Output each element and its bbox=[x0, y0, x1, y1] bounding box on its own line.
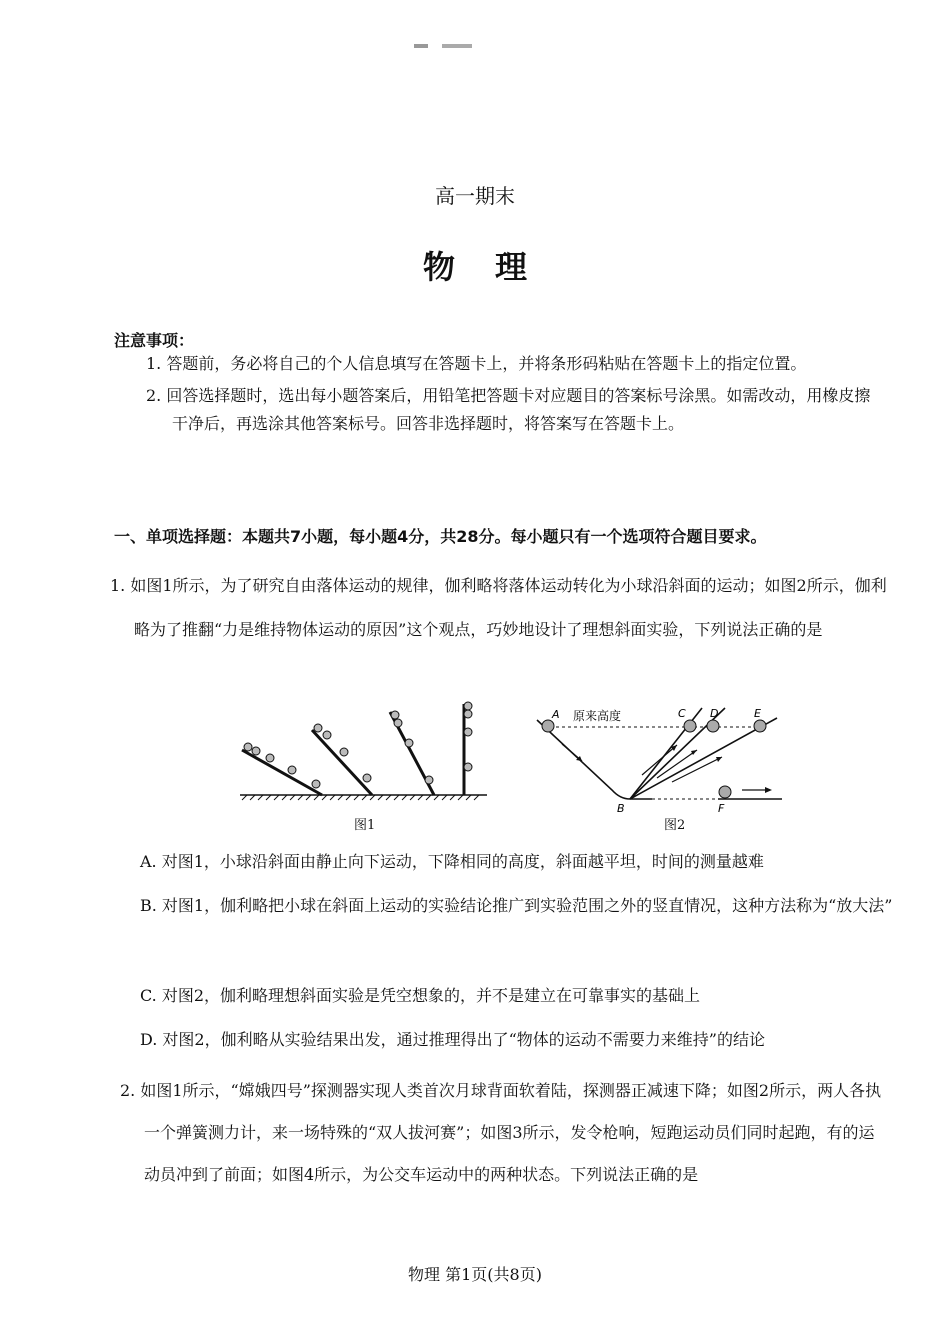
section-heading: 一、单项选择题：本题共7小题，每小题4分，共28分。每小题只有一个选项符合题目要求。 bbox=[114, 527, 767, 546]
question-2-text: 2. 如图1所示，“嫦娥四号”探测器实现人类首次月球背面软着陆，探测器正减速下降；如图2所示，两人各执一个弹簧测力计，来一场特殊的“双人拔河赛”；如图3所示，发令枪响，短跑运动员们同时起跑，有的运动员冲到了前面；如图4所示，为公交车运动中的两种状态。下列说法正确的是 bbox=[120, 1081, 882, 1184]
option-c-text: C. 对图2，伽利略理想斜面实验是凭空想象的，并不是建立在可靠事实的基础上 bbox=[140, 986, 701, 1005]
label-d: D bbox=[710, 707, 719, 720]
notice-heading: 注意事项： bbox=[114, 331, 195, 350]
top-smudge bbox=[408, 36, 488, 46]
figure-1-drawing bbox=[240, 702, 487, 800]
option-a bbox=[140, 840, 900, 884]
question-2-stem bbox=[120, 1070, 890, 1196]
exam-title: 物理 bbox=[422, 248, 567, 286]
notice-item-1: 1. 答题前，务必将自己的个人信息填写在答题卡上，并将条形码粘贴在答题卡上的指定位置。 bbox=[146, 354, 807, 373]
option-d bbox=[140, 1018, 900, 1062]
option-c bbox=[140, 974, 900, 1018]
option-b-text: B. 对图1，伽利略把小球在斜面上运动的实验结论推广到实验范围之外的竖直情况，这种方法称为“放大法” bbox=[140, 896, 893, 915]
option-b bbox=[140, 884, 900, 928]
label-b: B bbox=[617, 802, 625, 815]
label-c: C bbox=[678, 707, 686, 720]
figure-2-drawing bbox=[537, 707, 782, 815]
notice-list bbox=[146, 350, 886, 442]
notice-item-2: 2. 回答选择题时，选出每小题答案后，用铅笔把答题卡对应题目的答案标号涂黑。如需改动，用橡皮擦干净后，再选涂其他答案标号。回答非选择题时，将答案写在答题卡上。 bbox=[146, 386, 871, 433]
label-a: A bbox=[552, 708, 560, 721]
option-a-text: A. 对图1，小球沿斜面由静止向下运动，下降相同的高度，斜面越平坦，时间的测量越难 bbox=[140, 852, 764, 871]
question-1-text: 1. 如图1所示，为了研究自由落体运动的规律，伽利略将落体运动转化为小球沿斜面的运动；如图2所示，伽利略为了推翻“力是维持物体运动的原因”这个观点，巧妙地设计了理想斜面实验，下列说法正确的是 bbox=[110, 576, 887, 639]
exam-subtitle: 高一期末 bbox=[435, 184, 515, 208]
label-original-height: 原来高度 bbox=[573, 709, 622, 723]
figure-1-caption: 图1 bbox=[354, 818, 376, 833]
question-1-figures bbox=[232, 700, 792, 840]
option-d-text: D. 对图2，伽利略从实验结果出发，通过推理得出了“物体的运动不需要力来维持”的结论 bbox=[140, 1030, 765, 1049]
figure-2-caption: 图2 bbox=[664, 818, 686, 833]
label-f: F bbox=[718, 802, 725, 815]
label-e: E bbox=[754, 707, 761, 720]
question-1-stem bbox=[110, 564, 900, 652]
page-footer: 物理 第1页(共8页) bbox=[408, 1265, 542, 1284]
